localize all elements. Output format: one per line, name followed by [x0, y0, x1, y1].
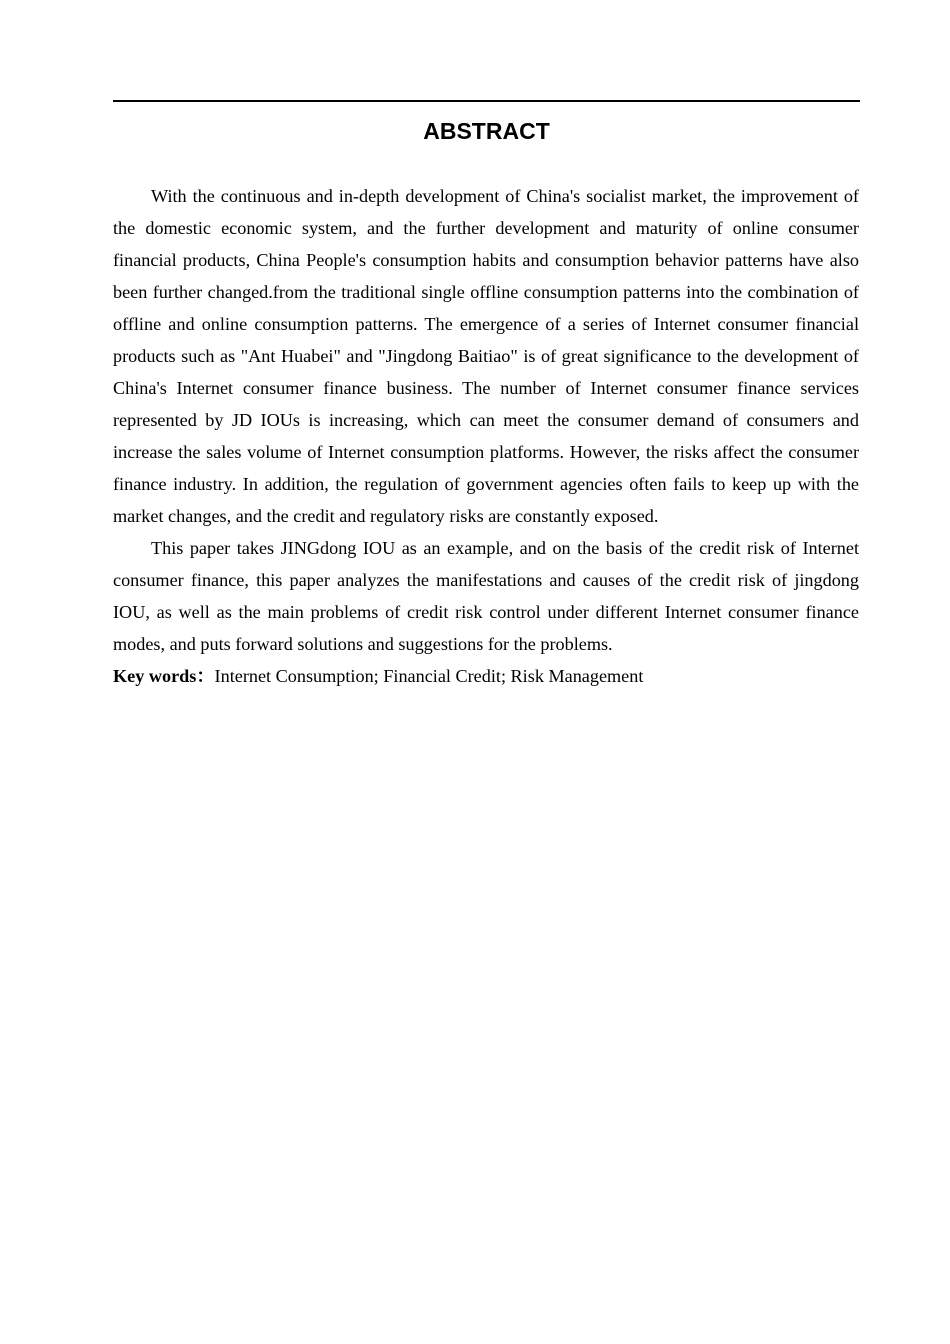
- abstract-title: ABSTRACT: [423, 118, 550, 144]
- keywords-line: [113, 660, 859, 692]
- keywords-label: Key words：: [113, 666, 215, 686]
- keywords-text: Internet Consumption; Financial Credit; Risk Management: [214, 666, 644, 686]
- abstract-paragraph-1: With the continuous and in-depth development of China's socialist market, the improvement of the domestic economic system, and the further development and maturity of online consumer financial products, China People's consumption habits and consumption behavior patterns have also been further changed.from the traditional single offline consumption patterns into the combination of offline and online consumption patterns. The emergence of a series of Internet consumer financial products such as "Ant Huabei" and "Jingdong Baitiao" is of great significance to the development of China's Internet consumer finance business. The number of Internet consumer finance services represented by JD IOUs is increasing, which can meet the consumer demand of consumers and increase the sales volume of Internet consumption platforms. However, the risks affect the consumer finance industry. In addition, the regulation of government agencies often fails to keep up with the market changes, and the credit and regulatory risks are constantly exposed.: [113, 186, 859, 526]
- abstract-body: [113, 180, 859, 692]
- header-rule: [113, 100, 860, 102]
- abstract-paragraph-2: This paper takes JINGdong IOU as an example, and on the basis of the credit risk of Internet consumer finance, this paper analyzes the manifestations and causes of the credit risk of jingdong IOU, as well as the main problems of credit risk control under different Internet consumer finance modes, and puts forward solutions and suggestions for the problems.: [113, 538, 859, 654]
